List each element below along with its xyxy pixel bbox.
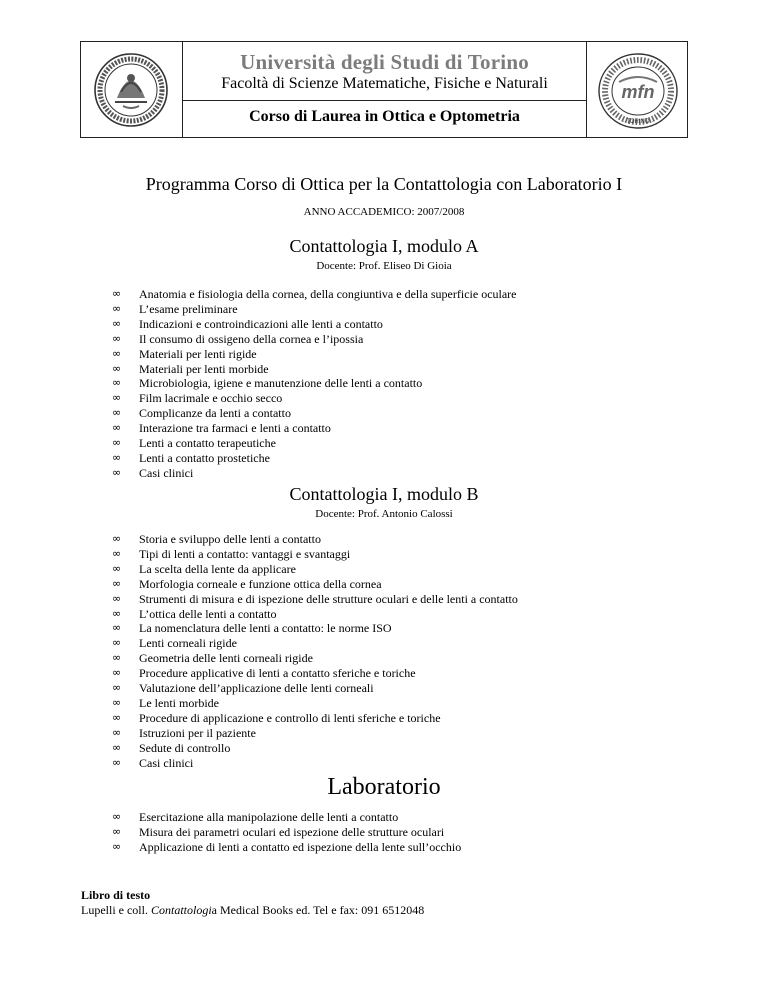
list-item-text: Complicanze da lenti a contatto <box>139 406 291 421</box>
list-item-text: Geometria delle lenti corneali rigide <box>139 651 313 666</box>
list-item <box>112 532 518 547</box>
infinity-bullet-icon: ∞ <box>112 681 122 695</box>
infinity-bullet-icon: ∞ <box>112 361 122 375</box>
header-title-block <box>182 42 587 137</box>
list-item-text: Il consumo di ossigeno della cornea e l’ipossia <box>139 331 364 346</box>
infinity-bullet-icon: ∞ <box>112 651 122 665</box>
list-item-text: Valutazione dell’applicazione delle lenti corneali <box>139 681 374 696</box>
list-item-text: Materiali per lenti rigide <box>139 346 257 361</box>
list-item-text: Anatomia e fisiologia della cornea, della congiuntiva e della superficie oculare <box>139 287 517 301</box>
list-item <box>112 621 518 636</box>
list-item-text: Esercitazione alla manipolazione delle lenti a contatto <box>139 810 399 824</box>
list-item <box>112 436 517 451</box>
infinity-bullet-icon: ∞ <box>112 606 122 620</box>
list-item <box>112 810 461 825</box>
infinity-bullet-icon: ∞ <box>112 391 122 405</box>
infinity-bullet-icon: ∞ <box>112 465 122 479</box>
infinity-bullet-icon: ∞ <box>112 436 122 450</box>
program-title: Programma Corso di Ottica per la Contattologia con Laboratorio I <box>145 174 623 194</box>
list-item <box>112 696 518 711</box>
module-b-title: Contattologia I, modulo B <box>289 484 479 504</box>
list-item <box>112 681 518 696</box>
list-item-text: L’esame preliminare <box>139 301 238 316</box>
list-item <box>112 451 517 466</box>
list-item-text: Le lenti morbide <box>139 695 219 710</box>
list-item <box>112 317 517 332</box>
svg-text:mfn: mfn <box>621 82 655 102</box>
list-item <box>112 562 518 577</box>
faculty-mfn-logo <box>597 52 679 130</box>
infinity-bullet-icon: ∞ <box>112 450 122 464</box>
list-item <box>112 376 517 391</box>
list-item <box>112 577 518 592</box>
textbook-publisher: a Medical Books ed. Tel e fax: 091 6512048 <box>211 903 425 917</box>
infinity-bullet-icon: ∞ <box>112 695 122 709</box>
list-item-text: Morfologia corneale e funzione ottica della cornea <box>139 576 382 591</box>
laboratorio-topic-list <box>112 810 461 855</box>
infinity-bullet-icon: ∞ <box>112 740 122 754</box>
list-item-text: Microbiologia, igiene e manutenzione delle lenti a contatto <box>139 376 423 391</box>
faculty-name: Facoltà di Scienze Matematiche, Fisiche e Naturali <box>221 75 548 92</box>
list-item <box>112 666 518 681</box>
university-name: Università degli Studi di Torino <box>240 50 529 74</box>
list-item-text: Lenti a contatto terapeutiche <box>139 436 276 451</box>
list-item-text: Storia e sviluppo delle lenti a contatto <box>139 532 321 546</box>
infinity-bullet-icon: ∞ <box>112 331 122 345</box>
list-item <box>112 302 517 317</box>
list-item-text: Tipi di lenti a contatto: vantaggi e svantaggi <box>139 546 351 561</box>
list-item <box>112 391 517 406</box>
infinity-bullet-icon: ∞ <box>112 346 122 360</box>
list-item <box>112 466 517 481</box>
list-item-text: Interazione tra farmaci e lenti a contatto <box>139 421 331 436</box>
list-item-text: Istruzioni per il paziente <box>139 725 256 740</box>
infinity-bullet-icon: ∞ <box>112 316 122 330</box>
infinity-bullet-icon: ∞ <box>112 636 122 650</box>
list-item <box>112 332 517 347</box>
infinity-bullet-icon: ∞ <box>112 287 122 300</box>
textbook-authors: Lupelli e coll. <box>81 903 151 917</box>
infinity-bullet-icon: ∞ <box>112 810 122 823</box>
list-item-text: Lenti corneali rigide <box>139 636 237 651</box>
infinity-bullet-icon: ∞ <box>112 710 122 724</box>
list-item-text: Materiali per lenti morbide <box>139 361 269 376</box>
logo-city-text: · TORINO · <box>622 119 654 125</box>
list-item-text: Procedure applicative di lenti a contatto sferiche e toriche <box>139 666 416 681</box>
module-a-teacher: Docente: Prof. Eliseo Di Gioia <box>316 260 452 272</box>
list-item <box>112 421 517 436</box>
infinity-bullet-icon: ∞ <box>112 621 122 635</box>
header-divider <box>183 100 586 101</box>
infinity-bullet-icon: ∞ <box>112 561 122 575</box>
infinity-bullet-icon: ∞ <box>112 406 122 420</box>
list-item-text: Procedure di applicazione e controllo di lenti sferiche e toriche <box>139 710 441 725</box>
list-item <box>112 756 518 771</box>
module-b-teacher: Docente: Prof. Antonio Calossi <box>315 508 453 520</box>
list-item-text: Misura dei parametri oculari ed ispezione delle strutture oculari <box>139 824 445 839</box>
list-item <box>112 825 461 840</box>
laboratorio-title: Laboratorio <box>327 774 441 800</box>
academic-year: ANNO ACCADEMICO: 2007/2008 <box>303 206 465 218</box>
list-item <box>112 741 518 756</box>
list-item <box>112 547 518 562</box>
module-a-topic-list <box>112 287 517 481</box>
infinity-bullet-icon: ∞ <box>112 376 122 390</box>
infinity-bullet-icon: ∞ <box>112 591 122 605</box>
infinity-bullet-icon: ∞ <box>112 824 122 838</box>
list-item-text: La nomenclatura delle lenti a contatto: le norme ISO <box>139 621 392 636</box>
module-b-topic-list <box>112 532 518 771</box>
document-header <box>80 41 688 138</box>
list-item <box>112 287 517 302</box>
course-name: Corso di Laurea in Ottica e Optometria <box>249 108 520 125</box>
infinity-bullet-icon: ∞ <box>112 755 122 769</box>
infinity-bullet-icon: ∞ <box>112 666 122 680</box>
list-item-text: Strumenti di misura e di ispezione delle strutture oculari e delle lenti a contatto <box>139 591 518 606</box>
list-item-text: Lenti a contatto prostetiche <box>139 450 270 465</box>
list-item-text: Indicazioni e controindicazioni alle lenti a contatto <box>139 316 383 331</box>
list-item-text: La scelta della lente da applicare <box>139 561 296 576</box>
list-item-text: Sedute di controllo <box>139 740 231 755</box>
textbook-heading: Libro di testo <box>81 888 151 902</box>
list-item <box>112 607 518 622</box>
textbook-section <box>81 888 424 918</box>
infinity-bullet-icon: ∞ <box>112 839 122 853</box>
module-a-title: Contattologia I, modulo A <box>289 236 479 256</box>
textbook-reference <box>81 903 424 918</box>
list-item <box>112 651 518 666</box>
list-item <box>112 592 518 607</box>
list-item-text: Applicazione di lenti a contatto ed ispezione della lente sull’occhio <box>139 839 462 854</box>
list-item <box>112 711 518 726</box>
university-seal-logo <box>93 52 169 128</box>
list-item-text: Film lacrimale e occhio secco <box>139 391 283 406</box>
list-item-text: L’ottica delle lenti a contatto <box>139 606 277 621</box>
list-item-text: Casi clinici <box>139 465 194 480</box>
list-item <box>112 362 517 377</box>
list-item <box>112 726 518 741</box>
textbook-title: Contattologi <box>150 903 212 917</box>
infinity-bullet-icon: ∞ <box>112 725 122 739</box>
infinity-bullet-icon: ∞ <box>112 301 122 315</box>
infinity-bullet-icon: ∞ <box>112 421 122 435</box>
list-item <box>112 347 517 362</box>
list-item <box>112 840 461 855</box>
infinity-bullet-icon: ∞ <box>112 532 122 545</box>
list-item-text: Casi clinici <box>139 755 194 770</box>
list-item <box>112 406 517 421</box>
infinity-bullet-icon: ∞ <box>112 576 122 590</box>
list-item <box>112 636 518 651</box>
infinity-bullet-icon: ∞ <box>112 546 122 560</box>
